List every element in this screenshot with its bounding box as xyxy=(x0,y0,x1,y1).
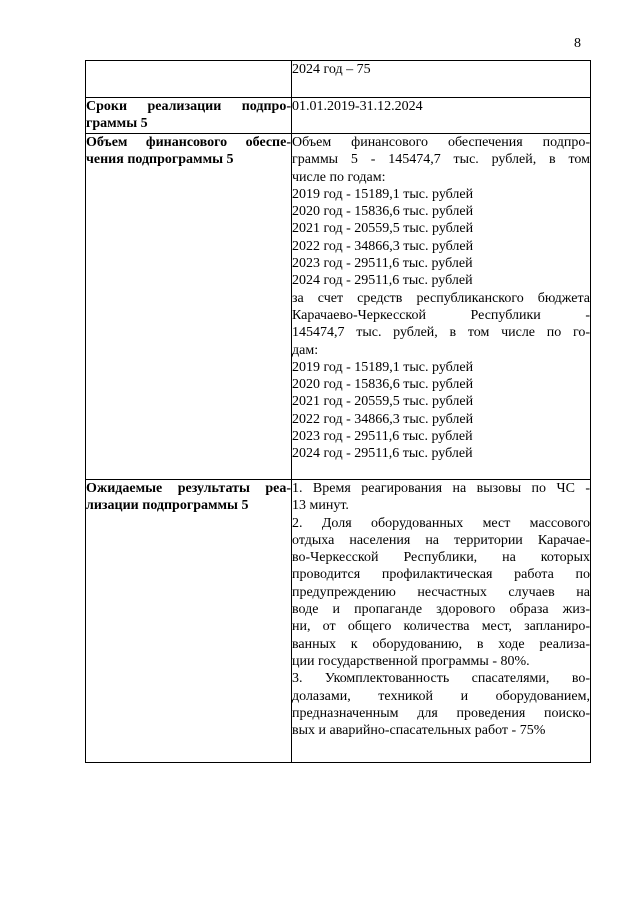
label-line: Объем финансового обеспе- xyxy=(86,135,291,150)
table-row xyxy=(86,480,591,763)
value-line: граммы 5 - 145474,7 тыс. рублей, в том xyxy=(292,152,590,168)
value-line: Карачаево-Черкесской Республики - xyxy=(292,307,590,323)
value-line: отдыха населения на территории Карачае- xyxy=(292,532,590,548)
value-line: 3. Укомплектованность спасателями, во- xyxy=(292,671,590,687)
value-line: 2019 год - 15189,1 тыс. рублей xyxy=(292,359,474,375)
value-line: 145474,7 тыс. рублей, в том числе по го- xyxy=(292,325,590,341)
value-line: 2. Доля оборудованных мест массового xyxy=(292,515,590,531)
label-line: граммы 5 xyxy=(86,116,148,132)
value-line: за счет средств республиканского бюджета xyxy=(292,290,590,306)
value-line: ции государственной программы - 80%. xyxy=(292,653,530,669)
value-line: 2020 год - 15836,6 тыс. рублей xyxy=(292,204,474,220)
row-label-empty xyxy=(86,61,292,98)
row-value-financing-volume xyxy=(292,134,591,480)
value-line: 1. Время реагирования на вызовы по ЧС - xyxy=(292,481,590,496)
row-value-implementation-period xyxy=(292,98,591,134)
label-line: Ожидаемые результаты реа- xyxy=(86,481,291,496)
value-line: Объем финансового обеспечения подпро- xyxy=(292,135,590,150)
row-value-target-2024 xyxy=(292,61,591,98)
value-line: 2023 год - 29511,6 тыс. рублей xyxy=(292,429,473,445)
value-line: во-Черкесской Республики, на которых xyxy=(292,550,590,566)
value-line: предупреждению несчастных случаев на xyxy=(292,584,590,600)
label-line: лизации подпрограммы 5 xyxy=(86,498,249,514)
value-line: воде и пропаганде здорового образа жиз- xyxy=(292,602,590,618)
subprogram-passport-table xyxy=(85,60,591,763)
value-line: 2024 год – 75 xyxy=(292,62,371,77)
page-number: 8 xyxy=(574,36,581,51)
value-line: проводится профилактическая работа по xyxy=(292,567,590,583)
value-line: дам: xyxy=(292,342,319,358)
row-label-implementation-period xyxy=(86,98,292,134)
row-value-expected-results xyxy=(292,480,591,763)
value-line: 2021 год - 20559,5 тыс. рублей xyxy=(292,221,474,237)
value-line: числе по годам: xyxy=(292,169,386,185)
table-row xyxy=(86,61,591,98)
value-line: 2022 год - 34866,3 тыс. рублей xyxy=(292,411,474,427)
value-line: вых и аварийно-спасательных работ - 75% xyxy=(292,723,546,739)
value-line: 2023 год - 29511,6 тыс. рублей xyxy=(292,256,473,272)
value-line: 13 минут. xyxy=(292,498,349,514)
value-line: 2021 год - 20559,5 тыс. рублей xyxy=(292,394,474,410)
value-line: 2024 год - 29511,6 тыс. рублей xyxy=(292,446,473,462)
value-line: предназначенным для проведения поиско- xyxy=(292,705,590,721)
label-line: чения подпрограммы 5 xyxy=(86,152,234,168)
table-row xyxy=(86,98,591,134)
table-row xyxy=(86,134,591,480)
row-label-expected-results xyxy=(86,480,292,763)
value-line: 2022 год - 34866,3 тыс. рублей xyxy=(292,238,474,254)
value-line: ванных к оборудованию, в ходе реализа- xyxy=(292,636,590,652)
label-line: Сроки реализации подпро- xyxy=(86,99,291,114)
value-line: 2020 год - 15836,6 тыс. рублей xyxy=(292,377,474,393)
row-label-financing-volume xyxy=(86,134,292,480)
value-line: долазами, техникой и оборудованием, xyxy=(292,688,590,704)
value-line: 2024 год - 29511,6 тыс. рублей xyxy=(292,273,473,289)
value-line: 2019 год - 15189,1 тыс. рублей xyxy=(292,186,474,202)
value-line: 01.01.2019-31.12.2024 xyxy=(292,99,423,114)
value-line: ни, от общего количества мест, запланиро- xyxy=(292,619,590,635)
